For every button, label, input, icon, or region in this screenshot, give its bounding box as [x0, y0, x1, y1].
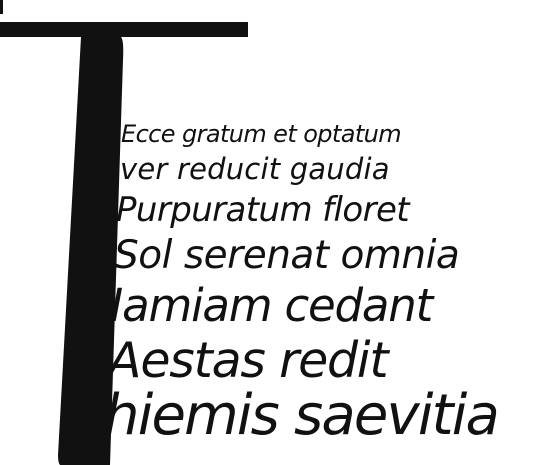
poem-line-3: Purpuratum floret — [116, 190, 410, 230]
drop-cap-crossbar — [0, 22, 248, 37]
poem-line-5: Iamiam cedant — [110, 279, 433, 332]
poem-line-6: Aestas redit — [108, 332, 388, 389]
poem-line-2: ver reducit gaudia — [120, 152, 390, 186]
poem-line-7: hiemis saevitia — [104, 383, 499, 448]
poem-line-4: Sol serenat omnia — [114, 233, 460, 278]
poem-line-1: Ecce gratum et optatum — [121, 120, 402, 148]
